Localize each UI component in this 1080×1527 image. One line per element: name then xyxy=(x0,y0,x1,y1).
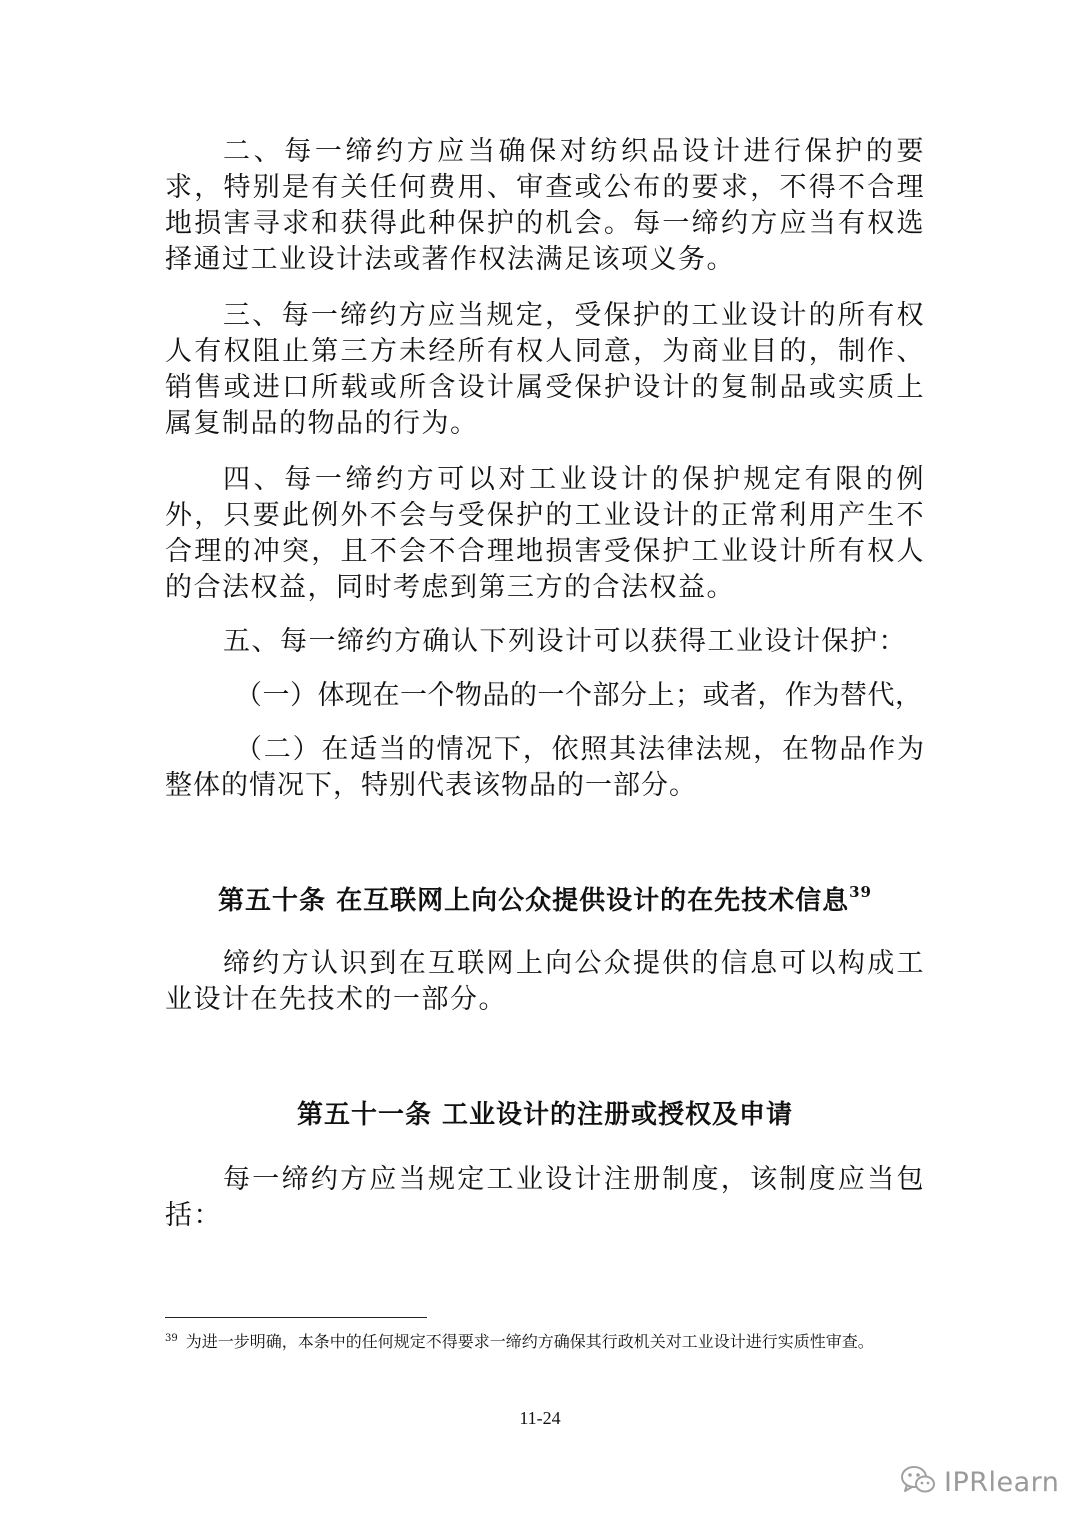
article50-heading xyxy=(165,884,925,918)
footnote-number: 39 xyxy=(165,1333,178,1344)
footnote-divider xyxy=(165,1317,427,1318)
item-two: （二）在适当的情况下，依照其法律法规，在物品作为整体的情况下，特别代表该物品的一部分。 xyxy=(165,734,925,801)
paragraph-article49-3: 三、每一缔约方应当规定，受保护的工业设计的所有权人有权阻止第三方未经所有权人同意，为商业目的，制作、销售或进口所载或所含设计属受保护设计的复制品或实质上属复制品的物品的行为。 xyxy=(165,300,925,439)
footnote xyxy=(165,1330,925,1354)
footnote-text: 为进一步明确，本条中的任何规定不得要求一缔约方确保其行政机关对工业设计进行实质性审查。 xyxy=(185,1332,874,1351)
paragraph-article51: 每一缔约方应当规定工业设计注册制度，该制度应当包括： xyxy=(165,1164,925,1231)
paragraph-article49-4: 四、每一缔约方可以对工业设计的保护规定有限的例外，只要此例外不会与受保护的工业设计的正常利用产生不合理的冲突，且不会不合理地损害受保护工业设计所有权人的合法权益，同时考虑到第三方的合法权益。 xyxy=(165,464,925,603)
watermark-text: IPRlearn xyxy=(944,1466,1060,1498)
footnote-ref[interactable]: 39 xyxy=(849,883,872,901)
wechat-icon xyxy=(900,1464,936,1500)
page-number: 11-24 xyxy=(519,1408,561,1428)
watermark xyxy=(900,1462,1059,1502)
paragraph-article49-5: 五、每一缔约方确认下列设计可以获得工业设计保护： xyxy=(223,626,907,657)
article51-heading: 第五十一条 工业设计的注册或授权及申请 xyxy=(296,1100,794,1130)
paragraph-article49-2: 二、每一缔约方应当确保对纺织品设计进行保护的要求，特别是有关任何费用、审查或公布的要求，不得不合理地损害寻求和获得此种保护的机会。每一缔约方应当有权选择通过工业设计法或著作权法满足该项义务。 xyxy=(165,136,925,275)
paragraph-article50: 缔约方认识到在互联网上向公众提供的信息可以构成工业设计在先技术的一部分。 xyxy=(165,948,925,1015)
item-one: （一）体现在一个物品的一个部分上；或者，作为替代， xyxy=(235,680,923,711)
article50-heading-text: 第五十条 在互联网上向公众提供设计的在先技术信息 xyxy=(218,886,850,916)
